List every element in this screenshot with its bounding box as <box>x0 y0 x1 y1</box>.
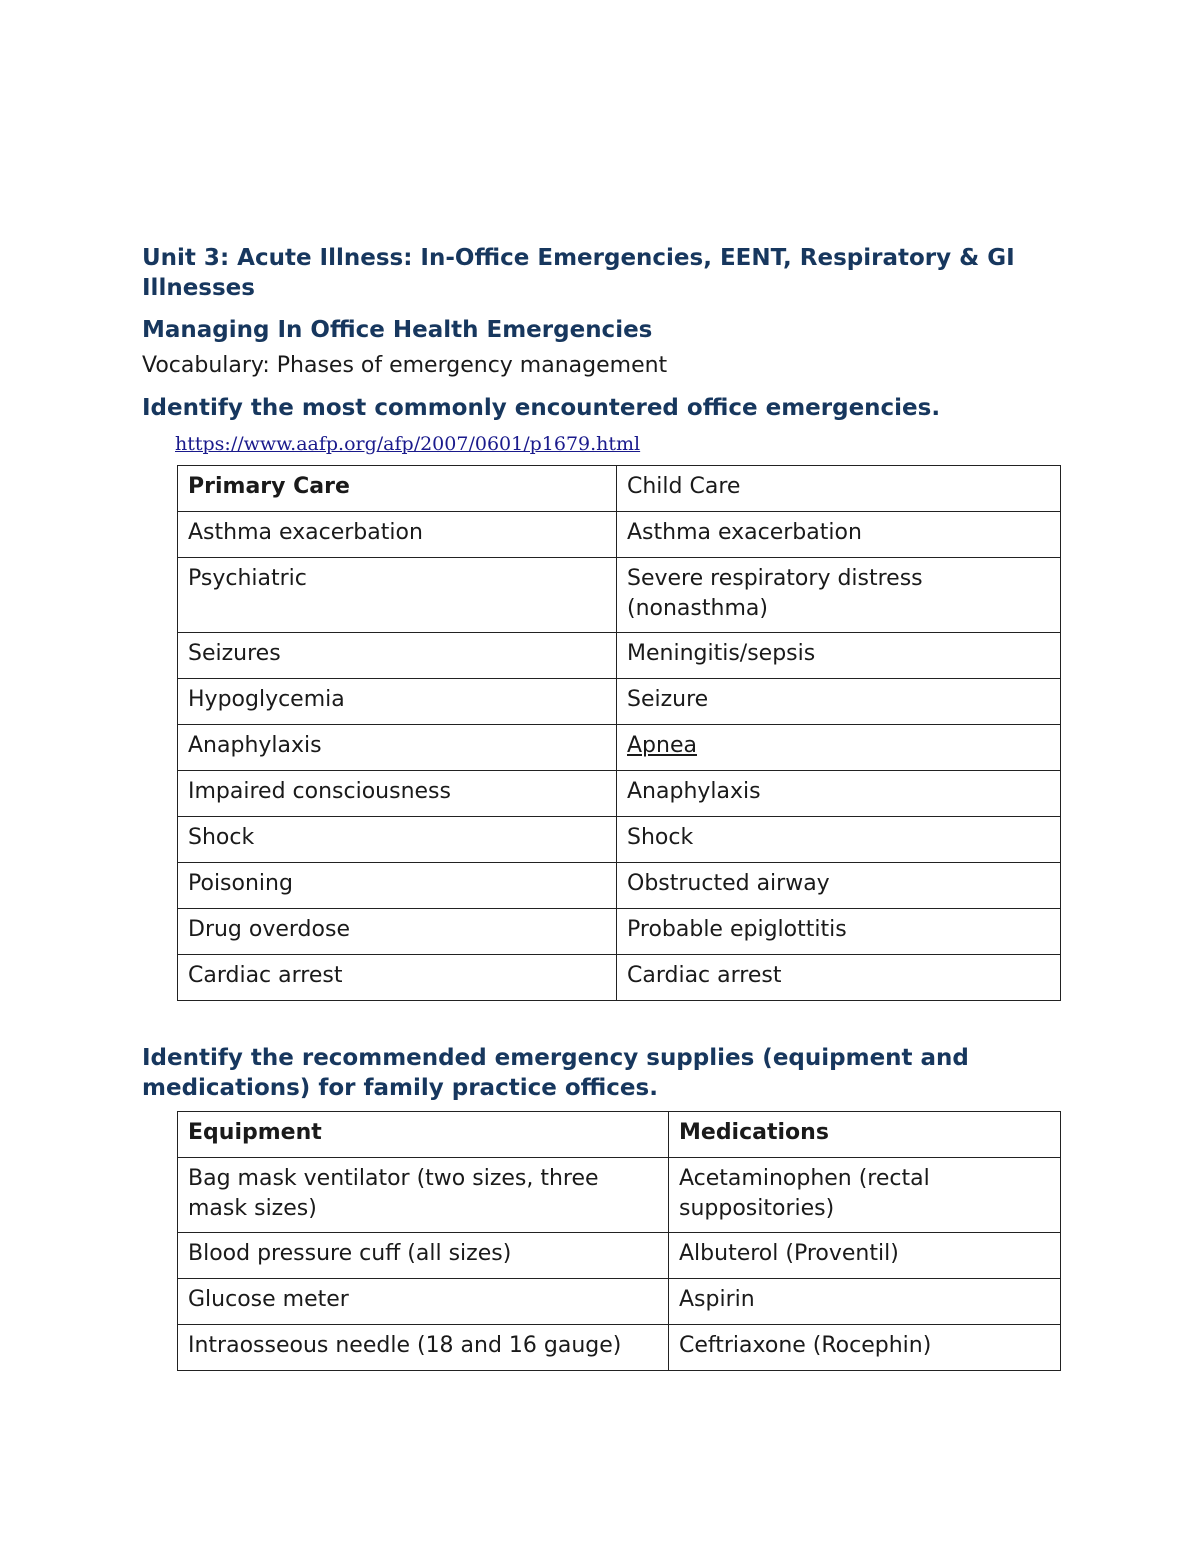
header-primary-care: Primary Care <box>178 466 617 512</box>
table-cell: Hypoglycemia <box>178 679 617 725</box>
header-child-care: Child Care <box>617 466 1061 512</box>
table-cell: Asthma exacerbation <box>617 512 1061 558</box>
table-row <box>178 771 1061 817</box>
table-row <box>178 817 1061 863</box>
table-cell <box>617 725 1061 771</box>
table-row <box>178 1233 1061 1279</box>
table-header-row <box>178 1112 1061 1158</box>
table-cell: Seizure <box>617 679 1061 725</box>
unit-title: Unit 3: Acute Illness: In-Office Emergencies, EENT, Respiratory & GI Illnesses <box>142 245 1015 301</box>
table-cell: Impaired consciousness <box>178 771 617 817</box>
table-cell: Shock <box>178 817 617 863</box>
table-cell: Anaphylaxis <box>617 771 1061 817</box>
table-cell: Psychiatric <box>178 558 617 633</box>
table-row <box>178 633 1061 679</box>
table-cell: Acetaminophen (rectal suppositories) <box>669 1158 1061 1233</box>
table-row <box>178 512 1061 558</box>
header-equipment: Equipment <box>178 1112 669 1158</box>
table-cell: Shock <box>617 817 1061 863</box>
table-row <box>178 955 1061 1001</box>
table-row <box>178 1158 1061 1233</box>
objective-emergency-supplies: Identify the recommended emergency supplies (equipment and medications) for family practice offices. <box>142 1045 969 1101</box>
table-cell: Ceftriaxone (Rocephin) <box>669 1325 1061 1371</box>
table-row <box>178 909 1061 955</box>
table-cell: Poisoning <box>178 863 617 909</box>
table-cell: Albuterol (Proventil) <box>669 1233 1061 1279</box>
section-spacer <box>142 1001 1062 1043</box>
table-cell: Anaphylaxis <box>178 725 617 771</box>
table-cell: Asthma exacerbation <box>178 512 617 558</box>
objective-office-emergencies: Identify the most commonly encountered office emergencies. <box>142 395 941 421</box>
reference-link[interactable]: https://www.aafp.org/afp/2007/0601/p1679.html <box>175 433 641 455</box>
underlined-term: Apnea <box>627 733 697 758</box>
table-cell: Obstructed airway <box>617 863 1061 909</box>
table-row <box>178 679 1061 725</box>
table-cell: Seizures <box>178 633 617 679</box>
table-row <box>178 725 1061 771</box>
table-cell: Meningitis/sepsis <box>617 633 1061 679</box>
table-cell: Drug overdose <box>178 909 617 955</box>
table-cell: Bag mask ventilator (two sizes, three mask sizes) <box>178 1158 669 1233</box>
table-cell: Blood pressure cuff (all sizes) <box>178 1233 669 1279</box>
table-row <box>178 558 1061 633</box>
table-header-row <box>178 466 1061 512</box>
supplies-table <box>177 1111 1061 1371</box>
vocabulary-line: Vocabulary: Phases of emergency management <box>142 353 668 378</box>
table-cell: Glucose meter <box>178 1279 669 1325</box>
table-cell: Probable epiglottitis <box>617 909 1061 955</box>
document-page <box>142 243 1062 1371</box>
emergencies-table <box>177 465 1061 1001</box>
table-cell: Cardiac arrest <box>617 955 1061 1001</box>
table-cell: Severe respiratory distress (nonasthma) <box>617 558 1061 633</box>
table-row <box>178 863 1061 909</box>
section-title: Managing In Office Health Emergencies <box>142 317 653 343</box>
table-cell: Intraosseous needle (18 and 16 gauge) <box>178 1325 669 1371</box>
table-row <box>178 1279 1061 1325</box>
header-medications: Medications <box>669 1112 1061 1158</box>
table-cell: Cardiac arrest <box>178 955 617 1001</box>
table-row <box>178 1325 1061 1371</box>
table-cell: Aspirin <box>669 1279 1061 1325</box>
